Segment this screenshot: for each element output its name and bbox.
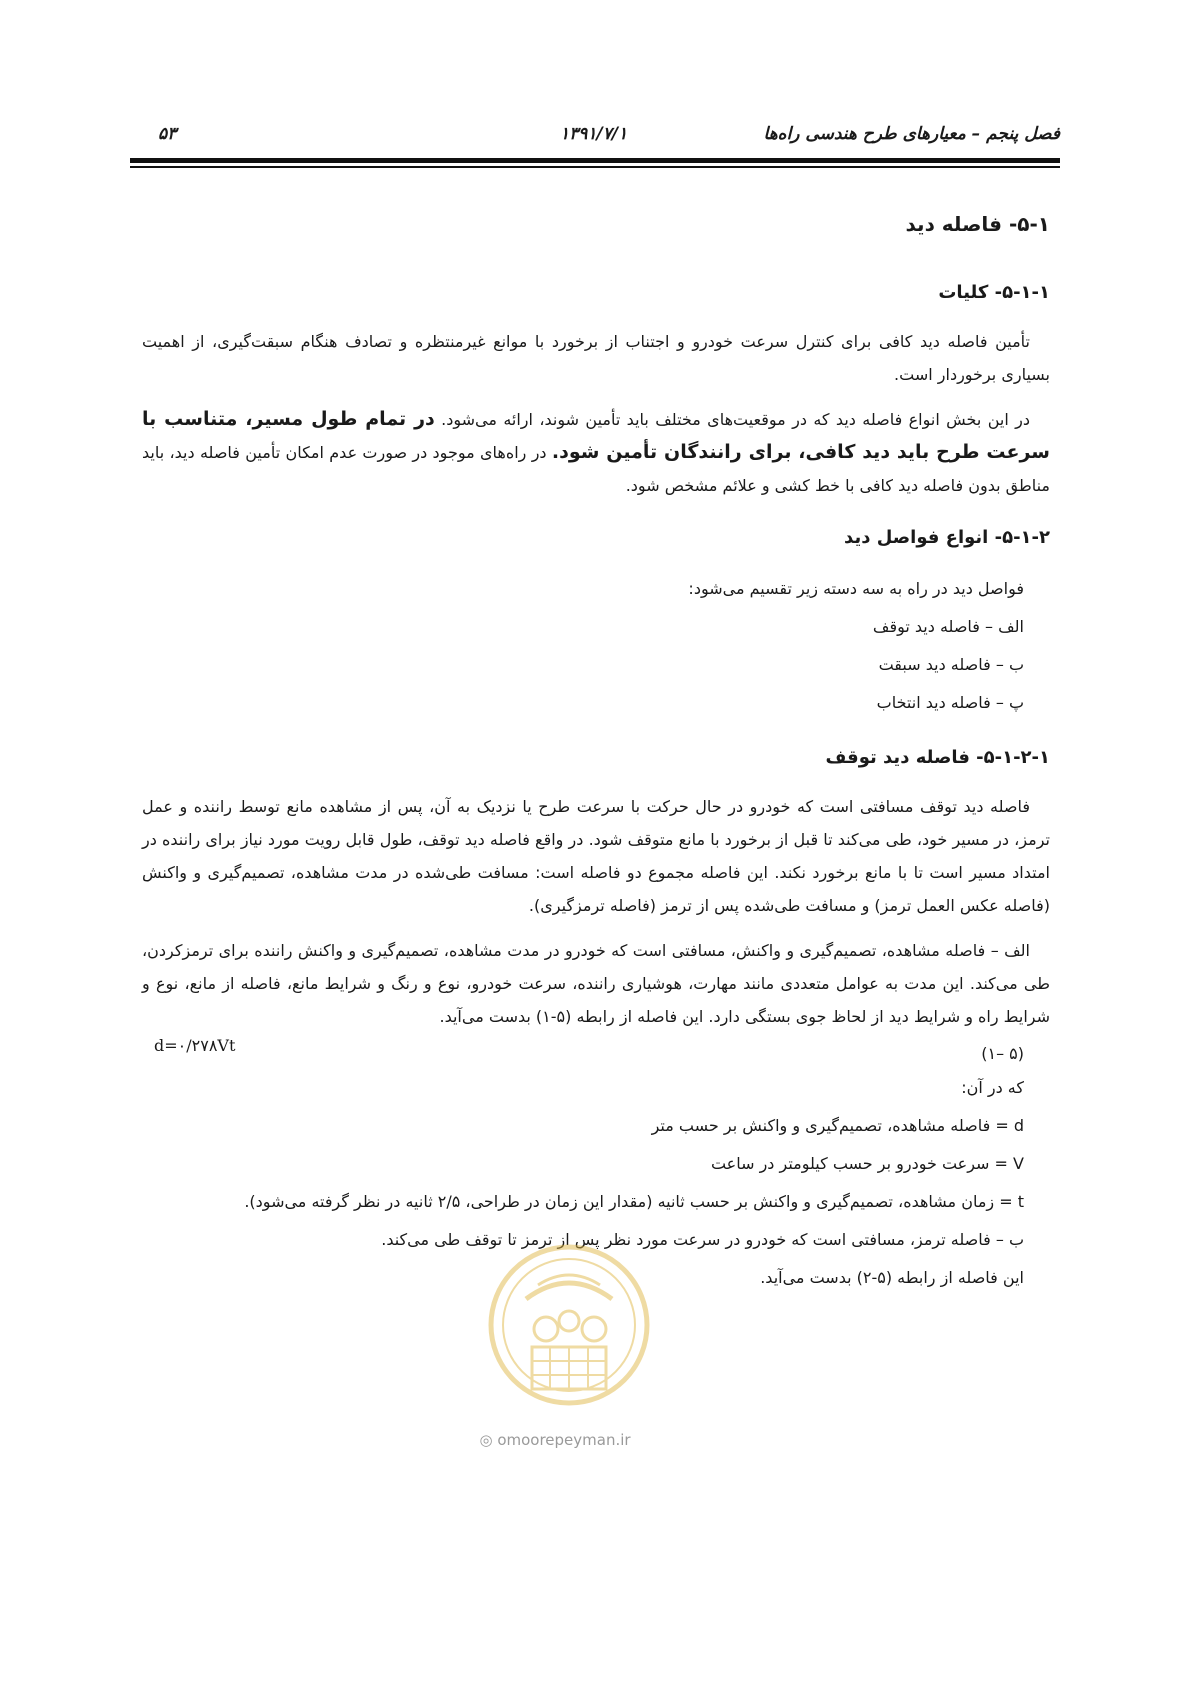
list-intro: فواصل دید در راه به سه دسته زیر تقسیم می‌شود: bbox=[688, 579, 1024, 598]
subsection-heading-stopping: ۵-۱-۲-۱- فاصله دید توقف bbox=[825, 747, 1050, 768]
page-header bbox=[130, 118, 1060, 152]
formula: d=۰/۲۷۸Vt bbox=[154, 1036, 236, 1055]
paragraph: تأمین فاصله دید کافی برای کنترل سرعت خودرو و اجتناب از برخورد با موانع غیرمنتظره و تصادف هنگام سبقت‌گیری، از اهمیت بسیاری برخوردار است. bbox=[142, 332, 1050, 384]
paragraph-text: در این بخش انواع فاصله دید که در موقعیت‌های مختلف باید تأمین شوند، ارائه می‌شود. bbox=[434, 410, 1030, 429]
paragraph: فاصله دید توقف مسافتی است که خودرو در حال حرکت با سرعت طرح یا نزدیک به آن، پس از مشاهده مانع توسط راننده و عمل ترمز، در مسیر خود، طی می‌کند تا قبل از برخورد با مانع متوقف شود. در واقع فاصله دید توقف، طول قابل رویت مورد نیاز برای راننده در امتداد مسیر است تا با مانع برخورد نکند. این فاصله مجموع دو فاصله است: مسافت طی‌شده در مدت مشاهده، تصمیم‌گیری و واکنش (فاصله عکس العمل ترمز) و مسافت طی‌شده پس از ترمز (فاصله ترمزگیری). bbox=[142, 797, 1050, 915]
subsection-heading-general: ۵-۱-۱- کلیات bbox=[938, 282, 1050, 303]
list-item: ب – فاصله دید سبقت bbox=[878, 655, 1024, 674]
sight-distance-types-list bbox=[142, 570, 1050, 722]
header-date: ۱۳۹۱/۷/۱ bbox=[560, 124, 628, 144]
paragraph-with-emphasis bbox=[142, 403, 1050, 502]
subsection-heading-types: ۵-۱-۲- انواع فواصل دید bbox=[844, 527, 1050, 548]
page-body bbox=[142, 205, 1050, 1297]
where-label: که در آن: bbox=[961, 1078, 1024, 1097]
page-number: ۵۳ bbox=[158, 124, 177, 144]
formula-row bbox=[142, 1033, 1050, 1069]
definition-item: d = فاصله مشاهده، تصمیم‌گیری و واکنش بر حسب متر bbox=[651, 1116, 1024, 1135]
definition-item: این فاصله از رابطه (۵-۲) بدست می‌آید. bbox=[760, 1268, 1024, 1287]
seal-stamp-icon bbox=[486, 1237, 652, 1417]
definition-item: ب – فاصله ترمز، مسافتی است که خودرو در سرعت مورد نظر پس از ترمز تا توقف طی می‌کند. bbox=[381, 1230, 1024, 1249]
header-rule-thin bbox=[130, 166, 1060, 168]
header-rule-thick bbox=[130, 158, 1060, 163]
paragraph: الف – فاصله مشاهده، تصمیم‌گیری و واکنش، مسافتی است که خودرو در مدت مشاهده، تصمیم‌گیری و واکنش راننده برای ترمزکردن، طی می‌کند. این مدت به عوامل متعددی مانند مهارت، هوشیاری راننده، سرعت خودرو، نوع و رنگ و شرایط مانع، فاصله از مانع، نوع و شرایط راه و شرایط دید از لحاظ جوی بستگی دارد. این فاصله از رابطه (۵-۱) بدست می‌آید. bbox=[142, 941, 1050, 1026]
chapter-title: فصل پنجم – معیارهای طرح هندسی راه‌ها bbox=[763, 124, 1060, 144]
list-item: الف – فاصله دید توقف bbox=[872, 617, 1024, 636]
list-item: پ – فاصله دید انتخاب bbox=[876, 693, 1024, 712]
watermark-text: omoorepeyman.ir bbox=[497, 1431, 631, 1449]
section-heading: ۵-۱- فاصله دید bbox=[905, 212, 1050, 236]
paragraph-text: در راه‌های موجود در صورت عدم امکان تأمین فاصله دید، باید مناطق بدون فاصله دید کافی با خط کشی و علائم مشخص شود. bbox=[142, 443, 1050, 495]
definition-item: t = زمان مشاهده، تصمیم‌گیری و واکنش بر حسب ثانیه (مقدار این زمان در طراحی، ۲/۵ ثانیه در نظر گرفته می‌شود). bbox=[244, 1192, 1024, 1211]
formula-number: (۵ –۱) bbox=[981, 1044, 1024, 1063]
definition-item: V = سرعت خودرو بر حسب کیلومتر در ساعت bbox=[710, 1154, 1024, 1173]
site-watermark bbox=[455, 1431, 655, 1449]
globe-icon: ◎ bbox=[479, 1431, 493, 1449]
emphasis-text: در تمام طول مسیر، متناسب با سرعت طرح باید دید کافی، برای رانندگان تأمین شود. bbox=[142, 408, 1050, 463]
